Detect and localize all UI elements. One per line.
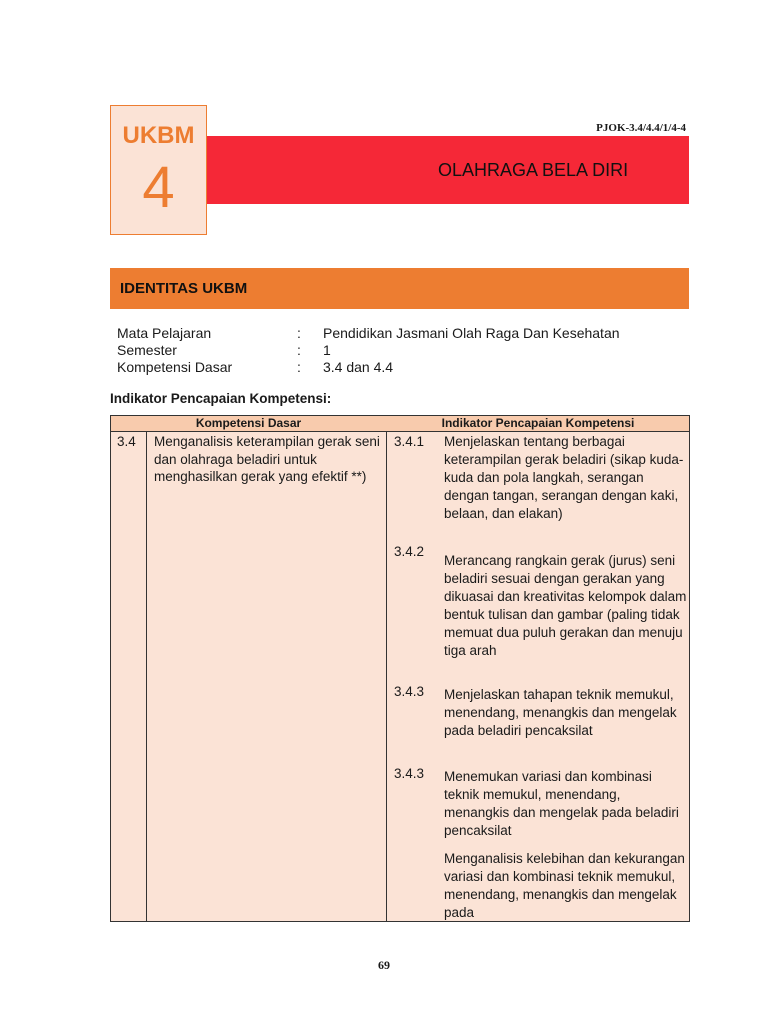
indicator-number: 3.4.3: [394, 766, 425, 781]
competency-table: [110, 415, 690, 922]
info-label: Kompetensi Dasar: [117, 359, 233, 375]
info-colon: :: [297, 359, 301, 375]
info-value: 1: [323, 342, 331, 358]
indicator-number: 3.4.2: [394, 544, 425, 559]
page-title: OLAHRAGA BELA DIRI: [438, 160, 629, 180]
header-indikator: Indikator Pencapaian Kompetensi: [441, 416, 635, 430]
info-label: Mata Pelajaran: [117, 325, 212, 341]
indicator-number: 3.4.3: [394, 684, 425, 699]
document-code: PJOK-3.4/4.4/1/4-4: [596, 122, 686, 134]
indicator-text: Menjelaskan tentang berbagai keterampilan gerak beladiri (sikap kuda-kuda dan pola langkah, serangan dengan tangan, serangan dengan kaki, belaan, dan elakan): [444, 434, 684, 521]
indicator-text: Menjelaskan tahapan teknik memukul, menendang, menangkis dan mengelak pada beladiri pencaksilat: [444, 687, 677, 738]
kd-number: 3.4: [117, 434, 136, 449]
ukbm-badge-number: 4: [142, 155, 175, 220]
indicator-text: Menganalisis kelebihan dan kekurangan variasi dan kombinasi teknik memukul, menendang, menangkis dan mengelak pada: [444, 851, 685, 920]
kd-description: Menganalisis keterampilan gerak seni dan olahraga beladiri untuk menghasilkan gerak yang efektif **): [154, 434, 380, 484]
info-label: Semester: [117, 342, 177, 358]
info-value: 3.4 dan 4.4: [323, 359, 394, 375]
ukbm-badge: [110, 105, 207, 235]
indicator-number: 3.4.1: [394, 434, 425, 449]
column-divider: [386, 432, 387, 921]
column-divider: [146, 432, 147, 921]
ukbm-badge-word: UKBM: [122, 122, 195, 149]
table-header: [111, 416, 689, 432]
section-heading: IDENTITAS UKBM: [120, 280, 248, 297]
header-kompetensi-dasar: Kompetensi Dasar: [195, 416, 302, 430]
title-banner: [207, 136, 689, 204]
info-colon: :: [297, 325, 301, 341]
info-value: Pendidikan Jasmani Olah Raga Dan Kesehatan: [323, 325, 620, 341]
indicator-text: Merancang rangkain gerak (jurus) seni beladiri sesuai dengan gerakan yang dikuasai dan kreativitas kelompok dalam bentuk tulisan dan gambar (paling tidak memuat dua puluh gerakan dan menuju tiga arah: [444, 553, 687, 658]
info-colon: :: [297, 342, 301, 358]
page-number: 69: [378, 958, 390, 972]
indikator-heading: Indikator Pencapaian Kompetensi:: [110, 391, 332, 406]
section-heading-bar: [110, 268, 689, 309]
indicator-text: Menemukan variasi dan kombinasi teknik memukul, menendang, menangkis dan mengelak pada beladiri pencaksilat: [444, 769, 679, 838]
